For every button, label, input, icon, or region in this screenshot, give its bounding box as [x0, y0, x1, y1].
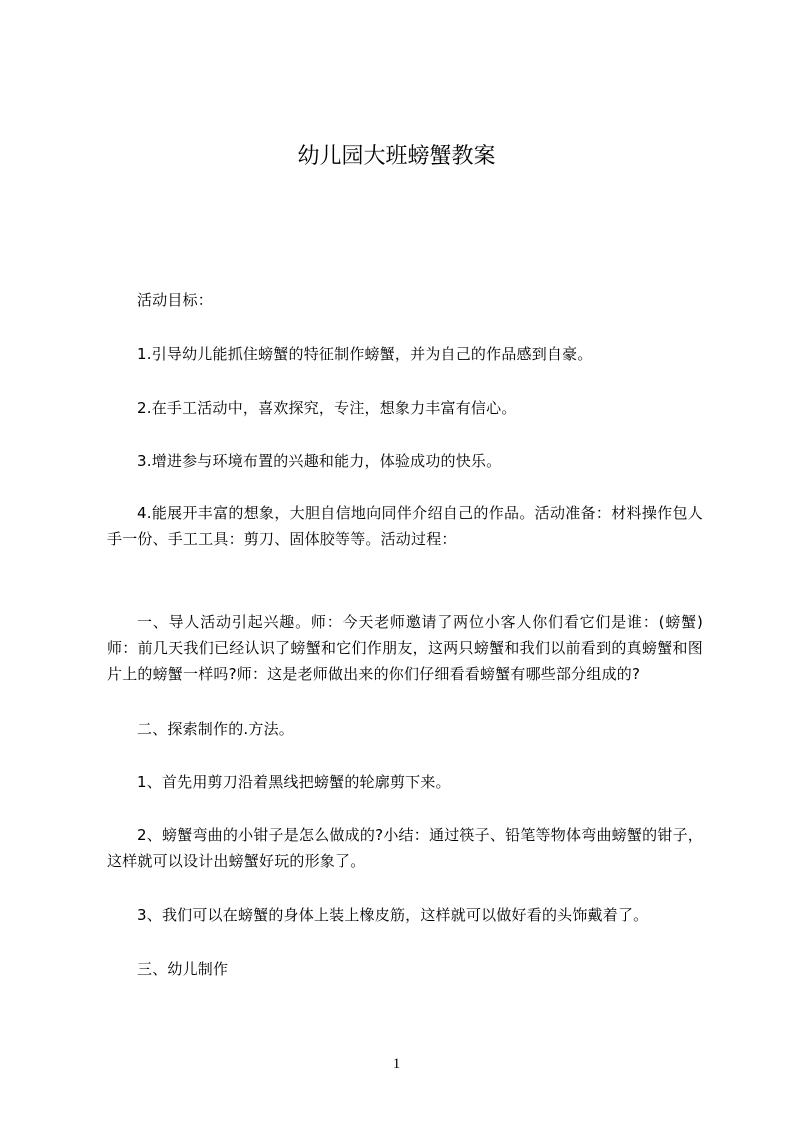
paragraph-objective-4: 4.能展开丰富的想象，大胆自信地向同伴介绍自己的作品。活动准备：材料操作包人手一份、手工工具：剪刀、固体胶等等。活动过程：: [107, 504, 703, 548]
paragraph-step-2-heading: 二、探索制作的.方法。: [137, 720, 294, 738]
document-title: 幼儿园大班螃蟹教案: [297, 144, 496, 169]
paragraph-step-2-1: 1、首先用剪刀沿着黑线把螃蟹的轮廓剪下来。: [137, 773, 451, 791]
paragraph-step-3-heading: 三、幼儿制作: [137, 960, 229, 978]
paragraph-step-2-2: 2、螃蟹弯曲的小钳子是怎么做成的?小结：通过筷子、铅笔等物体弯曲螃蟹的钳子，这样就可以设计出螃蟹好玩的形象了。: [107, 826, 703, 870]
paragraph-step-1: 一、导人活动引起兴趣。师：今天老师邀请了两位小客人你们看它们是谁：(螃蟹)师：前几天我们已经认识了螃蟹和它们作朋友，这两只螃蟹和我们以前看到的真螃蟹和图片上的螃蟹一样吗?师：这是老师做出来的你们仔细看看螃蟹有哪些部分组成的?: [107, 613, 703, 683]
paragraph-objective-2: 2.在手工活动中，喜欢探究，专注，想象力丰富有信心。: [137, 399, 517, 417]
paragraph-objective-1: 1.引导幼儿能抓住螃蟹的特征制作螃蟹，并为自己的作品感到自豪。: [137, 345, 593, 363]
paragraph-objective-3: 3.增进参与环境布置的兴趣和能力，体验成功的快乐。: [137, 452, 502, 470]
paragraph-objectives-heading: 活动目标：: [137, 291, 214, 309]
paragraph-step-2-3: 3、我们可以在螃蟹的身体上装上橡皮筋，这样就可以做好看的头饰戴着了。: [137, 906, 649, 924]
page-number: 1: [392, 1056, 401, 1072]
